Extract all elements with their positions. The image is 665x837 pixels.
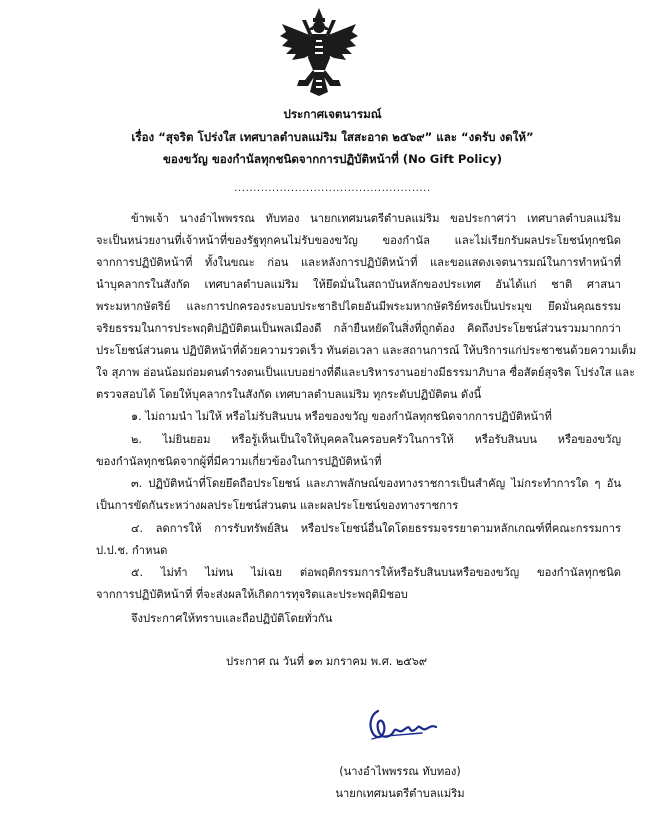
signatory-position: นายกเทศมนตรีตำบลแม่ริม bbox=[335, 787, 465, 800]
paragraph-line: ประโยชน์ส่วนตน ปฏิบัติหน้าที่ด้วยความรวดเร็ว ทันต่อเวลา และสถานการณ์ ให้บริการแก่ประชาชนด้วยความเต็ม bbox=[96, 344, 637, 357]
dotted-separator: .................................................... bbox=[234, 183, 431, 194]
paragraph-line: ตรวจสอบได้ โดยให้บุคลากรในสังกัด เทศบาลตำบลแม่ริม ทุกระดับปฏิบัติตน ดังนี้ bbox=[96, 388, 482, 401]
list-item: ๒. ไม่ยินยอม หรือรู้เห็นเป็นใจให้บุคคลในครอบครัวในการให้ หรือรับสินบน หรือของขวัญ bbox=[131, 433, 621, 446]
list-item-continued: ป.ป.ช. กำหนด bbox=[96, 544, 168, 557]
garuda-emblem bbox=[278, 6, 360, 98]
paragraph-line: ใจ สุภาพ อ่อนน้อมถ่อมตนดำรงตนเป็นแบบอย่างที่ดีและบริหารงานอย่างมีธรรมาภิบาล ซื่อสัตย์สุจริต โปร่งใส และ bbox=[96, 366, 636, 379]
list-item: ๔. ลดการให้ การรับทรัพย์สิน หรือประโยชน์อื่นใดโดยธรรมจรรยาตามหลักเกณฑ์ที่คณะกรรมการ bbox=[131, 522, 621, 535]
subject-line: เรื่อง “สุจริต โปร่งใส เทศบาลตำบลแม่ริม ใสสะอาด ๒๕๖๙” และ “งดรับ งดให้” bbox=[131, 130, 534, 144]
handwritten-signature bbox=[362, 705, 442, 747]
paragraph-line: จากการปฏิบัติหน้าที่ ทั้งในขณะ ก่อน และหลังการปฏิบัติหน้าที่ และขอแสดงเจตนารมณ์ในการทำหน้าที่ bbox=[96, 256, 621, 269]
paragraph-line: จริยธรรมในการประพฤติปฏิบัติตนเป็นพลเมืองดี กล้ายืนหยัดในสิ่งที่ถูกต้อง คิดถึงประโยชน์ส่วนรวมมากกว่า bbox=[96, 322, 621, 335]
list-item-continued: เป็นการขัดกันระหว่างผลประโยชน์ส่วนตน และผลประโยชน์ของทางราชการ bbox=[96, 499, 459, 512]
announcement-date: ประกาศ ณ วันที่ ๑๓ มกราคม พ.ศ. ๒๕๖๙ bbox=[226, 655, 428, 668]
paragraph-line: ข้าพเจ้า นางอำไพพรรณ ทับทอง นายกเทศมนตรีตำบลแม่ริม ขอประกาศว่า เทศบาลตำบลแม่ริม bbox=[131, 212, 621, 225]
list-item-continued: ของกำนัลทุกชนิดจากผู้ที่มีความเกี่ยวข้องในการปฏิบัติหน้าที่ bbox=[96, 455, 382, 468]
list-item: ๕. ไม่ทำ ไม่ทน ไม่เฉย ต่อพฤติกรรมการให้หรือรับสินบนหรือของขวัญ ของกำนัลทุกชนิด bbox=[131, 566, 621, 579]
list-item-continued: จากการปฏิบัติหน้าที่ ที่จะส่งผลให้เกิดการทุจริตและประพฤติมิชอบ bbox=[96, 588, 408, 601]
paragraph-line: พระมหากษัตริย์ และการปกครองระบอบประชาธิปไตยอันมีพระมหากษัตริย์ทรงเป็นประมุข ยึดมั่นคุณธรรม bbox=[96, 300, 621, 313]
closing-statement: จึงประกาศให้ทราบและถือปฏิบัติโดยทั่วกัน bbox=[131, 612, 333, 625]
paragraph-line: นำบุคลากรในสังกัด เทศบาลตำบลแม่ริม ให้ยึดมั่นในสถาบันหลักของประเทศ อันได้แก่ ชาติ ศาสนา bbox=[96, 278, 621, 291]
paragraph-line: จะเป็นหน่วยงานที่เจ้าหน้าที่ของรัฐทุกคนไม่รับของขวัญ ของกำนัล และไม่เรียกรับผลประโยชน์ทุกชนิด bbox=[96, 234, 621, 247]
list-item: ๑. ไม่ถามนำ ไม่ให้ หรือไม่รับสินบน หรือของขวัญ ของกำนัลทุกชนิดจากการปฏิบัติหน้าที่ bbox=[131, 410, 552, 423]
subject-line-continued: ของขวัญ ของกำนัลทุกชนิดจากการปฏิบัติหน้าที่ (No Gift Policy) bbox=[162, 152, 503, 166]
signatory-name: (นางอำไพพรรณ ทับทอง) bbox=[339, 765, 461, 778]
announcement-title: ประกาศเจตนารมณ์ bbox=[283, 107, 382, 121]
list-item: ๓. ปฏิบัติหน้าที่โดยยึดถือประโยชน์ และภาพลักษณ์ของทางราชการเป็นสำคัญ ไม่กระทำการใด ๆ อัน bbox=[131, 477, 621, 490]
